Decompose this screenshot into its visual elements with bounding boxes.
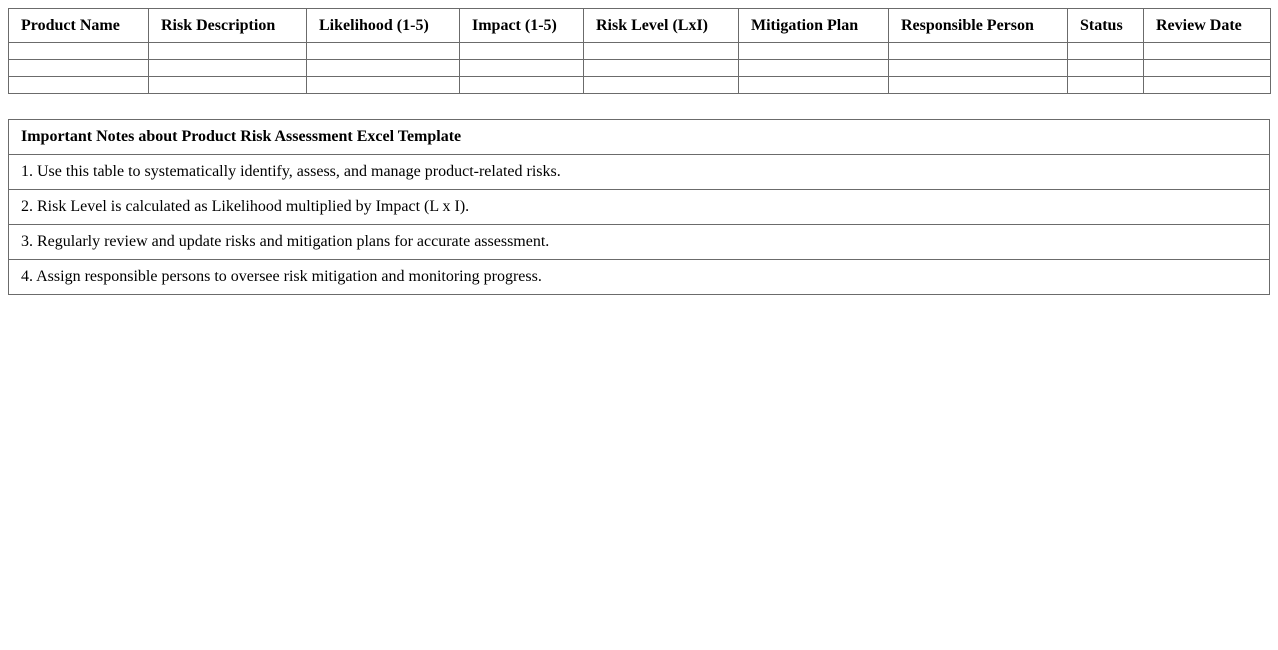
table-cell [307, 77, 460, 94]
notes-title: Important Notes about Product Risk Assessment Excel Template [9, 120, 1270, 155]
table-cell [584, 43, 739, 60]
table-cell [9, 43, 149, 60]
column-header-product-name: Product Name [9, 9, 149, 43]
table-cell [584, 60, 739, 77]
column-header-review-date: Review Date [1144, 9, 1271, 43]
column-header-responsible-person: Responsible Person [889, 9, 1068, 43]
column-header-mitigation-plan: Mitigation Plan [739, 9, 889, 43]
column-header-impact: Impact (1-5) [460, 9, 584, 43]
table-cell [149, 77, 307, 94]
table-cell [739, 60, 889, 77]
table-row [9, 77, 1271, 94]
table-cell [889, 60, 1068, 77]
table-cell [1144, 77, 1271, 94]
table-header-row [9, 9, 1271, 43]
table-cell [307, 60, 460, 77]
table-cell [460, 77, 584, 94]
note-item: 1. Use this table to systematically identify, assess, and manage product-related risks. [9, 155, 1270, 190]
note-row [9, 260, 1270, 295]
table-cell [1068, 60, 1144, 77]
table-cell [9, 60, 149, 77]
table-cell [889, 77, 1068, 94]
table-cell [1068, 43, 1144, 60]
table-cell [739, 43, 889, 60]
table-row [9, 60, 1271, 77]
table-cell [739, 77, 889, 94]
table-cell [584, 77, 739, 94]
note-item: 2. Risk Level is calculated as Likelihood multiplied by Impact (L x I). [9, 190, 1270, 225]
note-row [9, 190, 1270, 225]
note-item: 4. Assign responsible persons to oversee risk mitigation and monitoring progress. [9, 260, 1270, 295]
note-row [9, 225, 1270, 260]
column-header-risk-level: Risk Level (LxI) [584, 9, 739, 43]
column-header-likelihood: Likelihood (1-5) [307, 9, 460, 43]
table-cell [460, 43, 584, 60]
notes-header-row [9, 120, 1270, 155]
table-cell [889, 43, 1068, 60]
table-cell [1068, 77, 1144, 94]
table-cell [1144, 60, 1271, 77]
column-header-status: Status [1068, 9, 1144, 43]
column-header-risk-description: Risk Description [149, 9, 307, 43]
risk-assessment-table [8, 8, 1271, 94]
notes-table [8, 119, 1270, 295]
table-cell [307, 43, 460, 60]
note-row [9, 155, 1270, 190]
table-cell [460, 60, 584, 77]
table-cell [149, 60, 307, 77]
table-cell [1144, 43, 1271, 60]
note-item: 3. Regularly review and update risks and mitigation plans for accurate assessment. [9, 225, 1270, 260]
table-cell [149, 43, 307, 60]
table-row [9, 43, 1271, 60]
table-cell [9, 77, 149, 94]
